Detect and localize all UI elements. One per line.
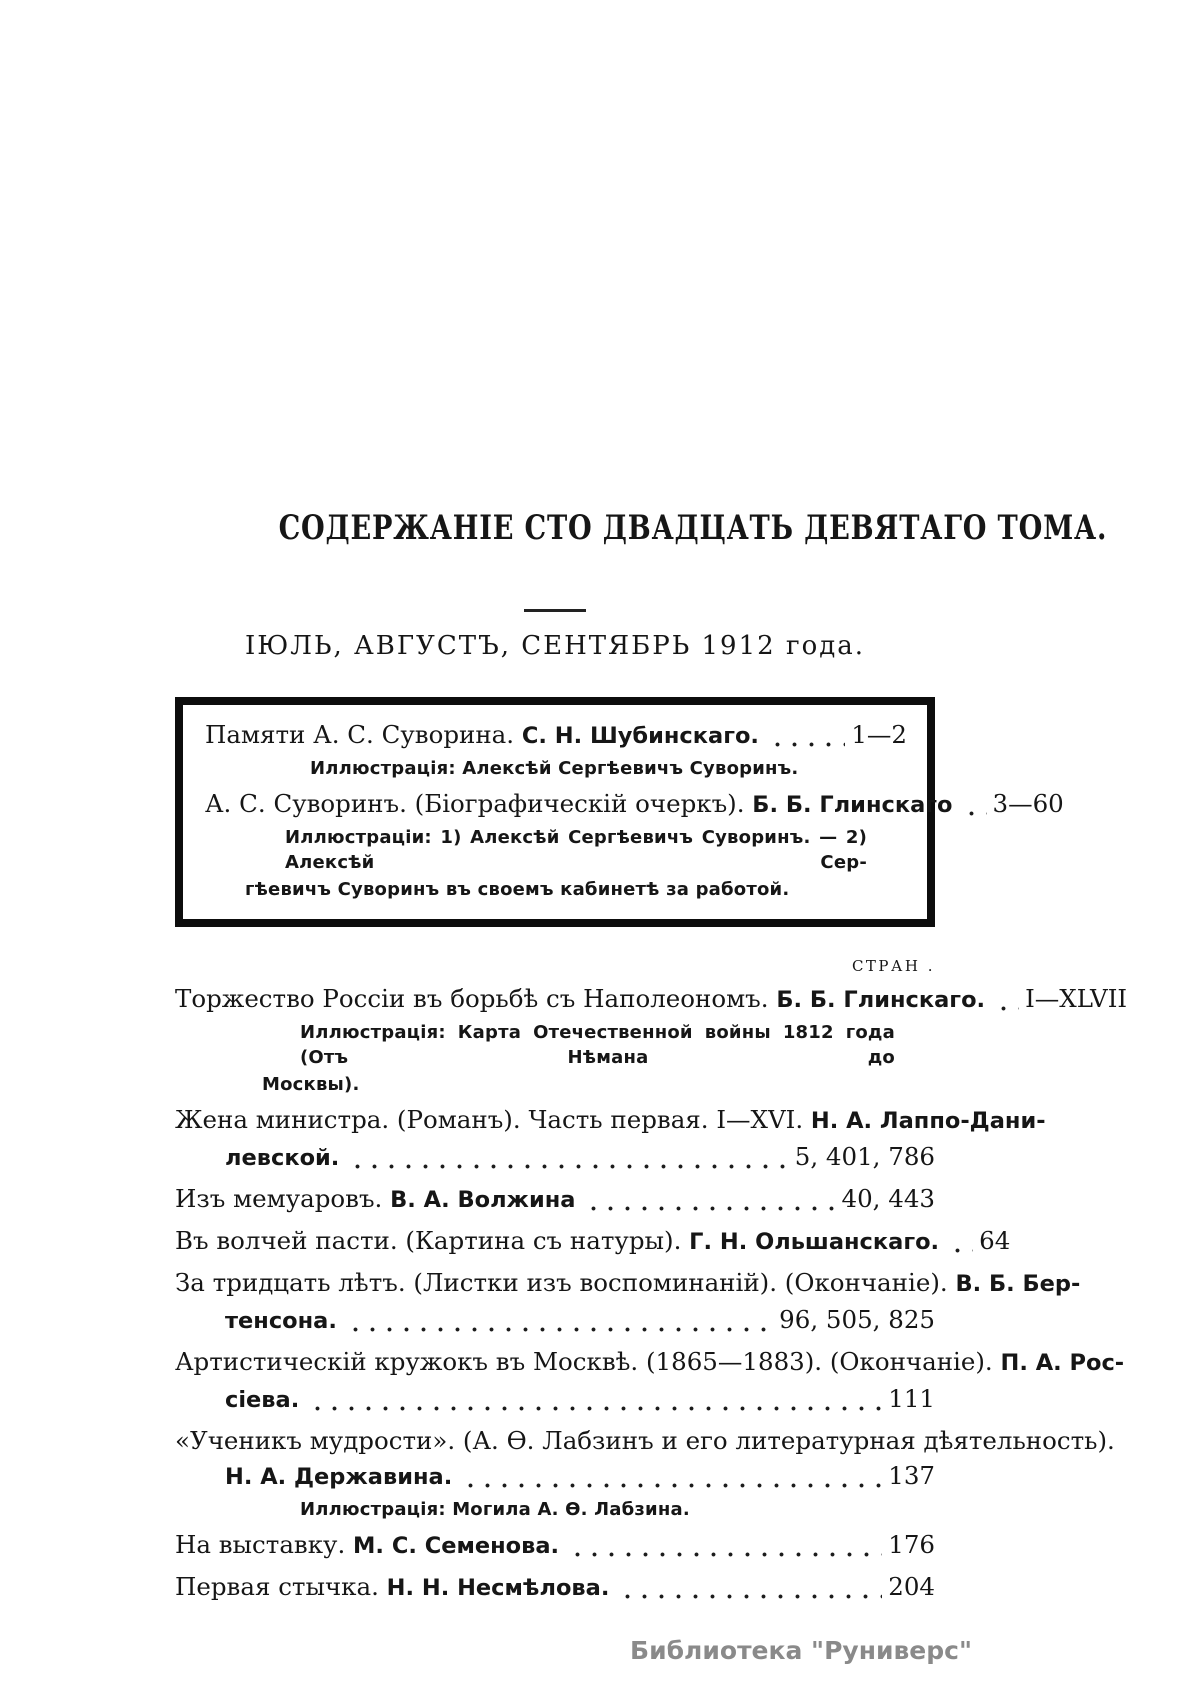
toc-line <box>175 981 1128 1018</box>
page-number: 5, 401, 786 <box>794 1142 935 1171</box>
toc-line <box>175 1139 935 1176</box>
title-divider-rule <box>524 609 586 612</box>
page-number: 40, 443 <box>841 1184 935 1213</box>
page-number: 1—2 <box>851 720 907 749</box>
toc-line <box>205 786 1064 823</box>
entry-title-text: Въ волчей пасти. (Картина съ натуры). <box>175 1226 690 1255</box>
page-number: 176 <box>888 1530 935 1559</box>
toc-entry <box>175 981 1128 1097</box>
toc-entry <box>175 1223 1011 1260</box>
dot-leader <box>347 1327 773 1332</box>
author-name: В. А. Волжина <box>390 1187 576 1213</box>
illustration-caption: Иллюстрація: Могила А. Ѳ. Лабзина. <box>300 1499 690 1520</box>
dot-leader <box>963 811 987 816</box>
dot-leader <box>569 1552 882 1557</box>
author-name: С. Н. Шубинскаго. <box>521 723 759 749</box>
toc-line <box>175 1223 1011 1260</box>
illustration-caption: Иллюстрація: Карта Отечественной войны 1812 года (Отъ Нѣмана до <box>300 1022 895 1068</box>
illustration-caption: Иллюстрація: Алексѣй Сергѣевичъ Суворинъ. <box>310 758 799 779</box>
page-number: 137 <box>888 1461 935 1490</box>
toc-entry <box>175 1265 1081 1339</box>
dot-leader <box>949 1248 973 1253</box>
illustration-caption: Москвы). <box>262 1074 360 1095</box>
author-name: Б. Б. Глинскаго <box>752 792 953 818</box>
entry-title-text: Изъ мемуаровъ. <box>175 1184 391 1213</box>
memorial-entries-box <box>175 697 1064 927</box>
toc-line <box>175 1265 1081 1302</box>
entry-title-text: Торжество Россіи въ борьбѣ съ Наполеономъ. <box>175 984 777 1013</box>
toc-line <box>175 1181 935 1218</box>
dot-leader <box>585 1206 835 1211</box>
toc-line <box>175 1458 935 1495</box>
toc-line <box>175 1569 935 1606</box>
entry-title-text: Первая стычка. <box>175 1572 387 1601</box>
author-name: Б. Б. Глинскаго. <box>776 987 986 1013</box>
toc-entry <box>205 786 1064 902</box>
author-name: М. С. Семенова. <box>353 1533 560 1559</box>
dot-leader <box>349 1164 788 1169</box>
page-number: 204 <box>888 1572 935 1601</box>
toc-line <box>175 1381 935 1418</box>
page-number: 3—60 <box>992 789 1064 818</box>
entry-title-text: На выставку. <box>175 1530 354 1559</box>
entry-title-text: За тридцать лѣтъ. (Листки изъ воспоминаній). (Окончаніе). <box>175 1268 956 1297</box>
illustration-caption: Иллюстраціи: 1) Алексѣй Сергѣевичъ Суворинъ. — 2) Алексѣй Сер- <box>285 827 867 873</box>
author-name: тенсона. <box>225 1308 337 1334</box>
entry-title-text: Памяти А. С. Суворина. <box>205 720 522 749</box>
page-number: 96, 505, 825 <box>779 1305 935 1334</box>
toc-list <box>175 981 1128 1606</box>
toc-line <box>175 1344 1125 1381</box>
author-name: Г. Н. Ольшанскаго. <box>689 1229 940 1255</box>
toc-entry <box>175 1102 1046 1176</box>
page-number: I—XLVII <box>1025 984 1128 1013</box>
page-title <box>175 507 1108 549</box>
toc-entry <box>175 1569 935 1606</box>
page-number: 111 <box>888 1384 935 1413</box>
entry-title-text: Артистическій кружокъ въ Москвѣ. (1865—1883). (Окончаніе). <box>175 1347 1001 1376</box>
toc-line <box>175 1527 935 1564</box>
toc-line <box>205 717 907 754</box>
entry-title-text: «Ученикъ мудрости». (А. Ѳ. Лабзинъ и его литературная дѣятельность). <box>175 1426 1115 1455</box>
author-name: Н. А. Лаппо-Дани- <box>810 1108 1046 1134</box>
author-name: Н. А. Державина. <box>225 1464 453 1490</box>
author-name: В. Б. Бер- <box>955 1271 1081 1297</box>
memorial-entries-list <box>205 717 1064 902</box>
author-name: левской. <box>225 1145 340 1171</box>
toc-entry <box>175 1527 935 1564</box>
toc-line <box>175 1423 1115 1458</box>
library-watermark: Библиотека "Руниверс" <box>630 1636 972 1665</box>
author-name: Н. Н. Несмѣлова. <box>386 1575 610 1601</box>
page-column-header: СТРАН . <box>851 957 935 975</box>
dot-leader <box>309 1406 882 1411</box>
toc-entry <box>175 1423 1115 1522</box>
illustration-caption: гѣевичъ Суворинъ въ своемъ кабинетѣ за работой. <box>245 879 790 900</box>
toc-line <box>175 1102 1046 1139</box>
author-name: сіева. <box>225 1387 300 1413</box>
content-column <box>175 507 1128 1611</box>
toc-entry <box>175 1181 935 1218</box>
issue-subtitle: ІЮЛЬ, АВГУСТЪ, СЕНТЯБРЬ 1912 года. <box>244 631 866 661</box>
dot-leader <box>995 1006 1019 1011</box>
toc-entry <box>175 1344 1125 1418</box>
page-number: 64 <box>979 1226 1011 1255</box>
author-name: П. А. Рос- <box>1000 1350 1125 1376</box>
dot-leader <box>619 1594 882 1599</box>
page-title-text: СОДЕРЖАНІЕ СТО ДВАДЦАТЬ ДЕВЯТАГО ТОМА. <box>278 508 1108 548</box>
entry-title-text: А. С. Суворинъ. (Біографическій очеркъ). <box>205 789 753 818</box>
toc-entry <box>205 717 907 781</box>
entry-title-text: Жена министра. (Романъ). Часть первая. I—XVI. <box>175 1105 811 1134</box>
dot-leader <box>462 1483 882 1488</box>
dot-leader <box>769 742 845 747</box>
toc-line <box>175 1302 935 1339</box>
